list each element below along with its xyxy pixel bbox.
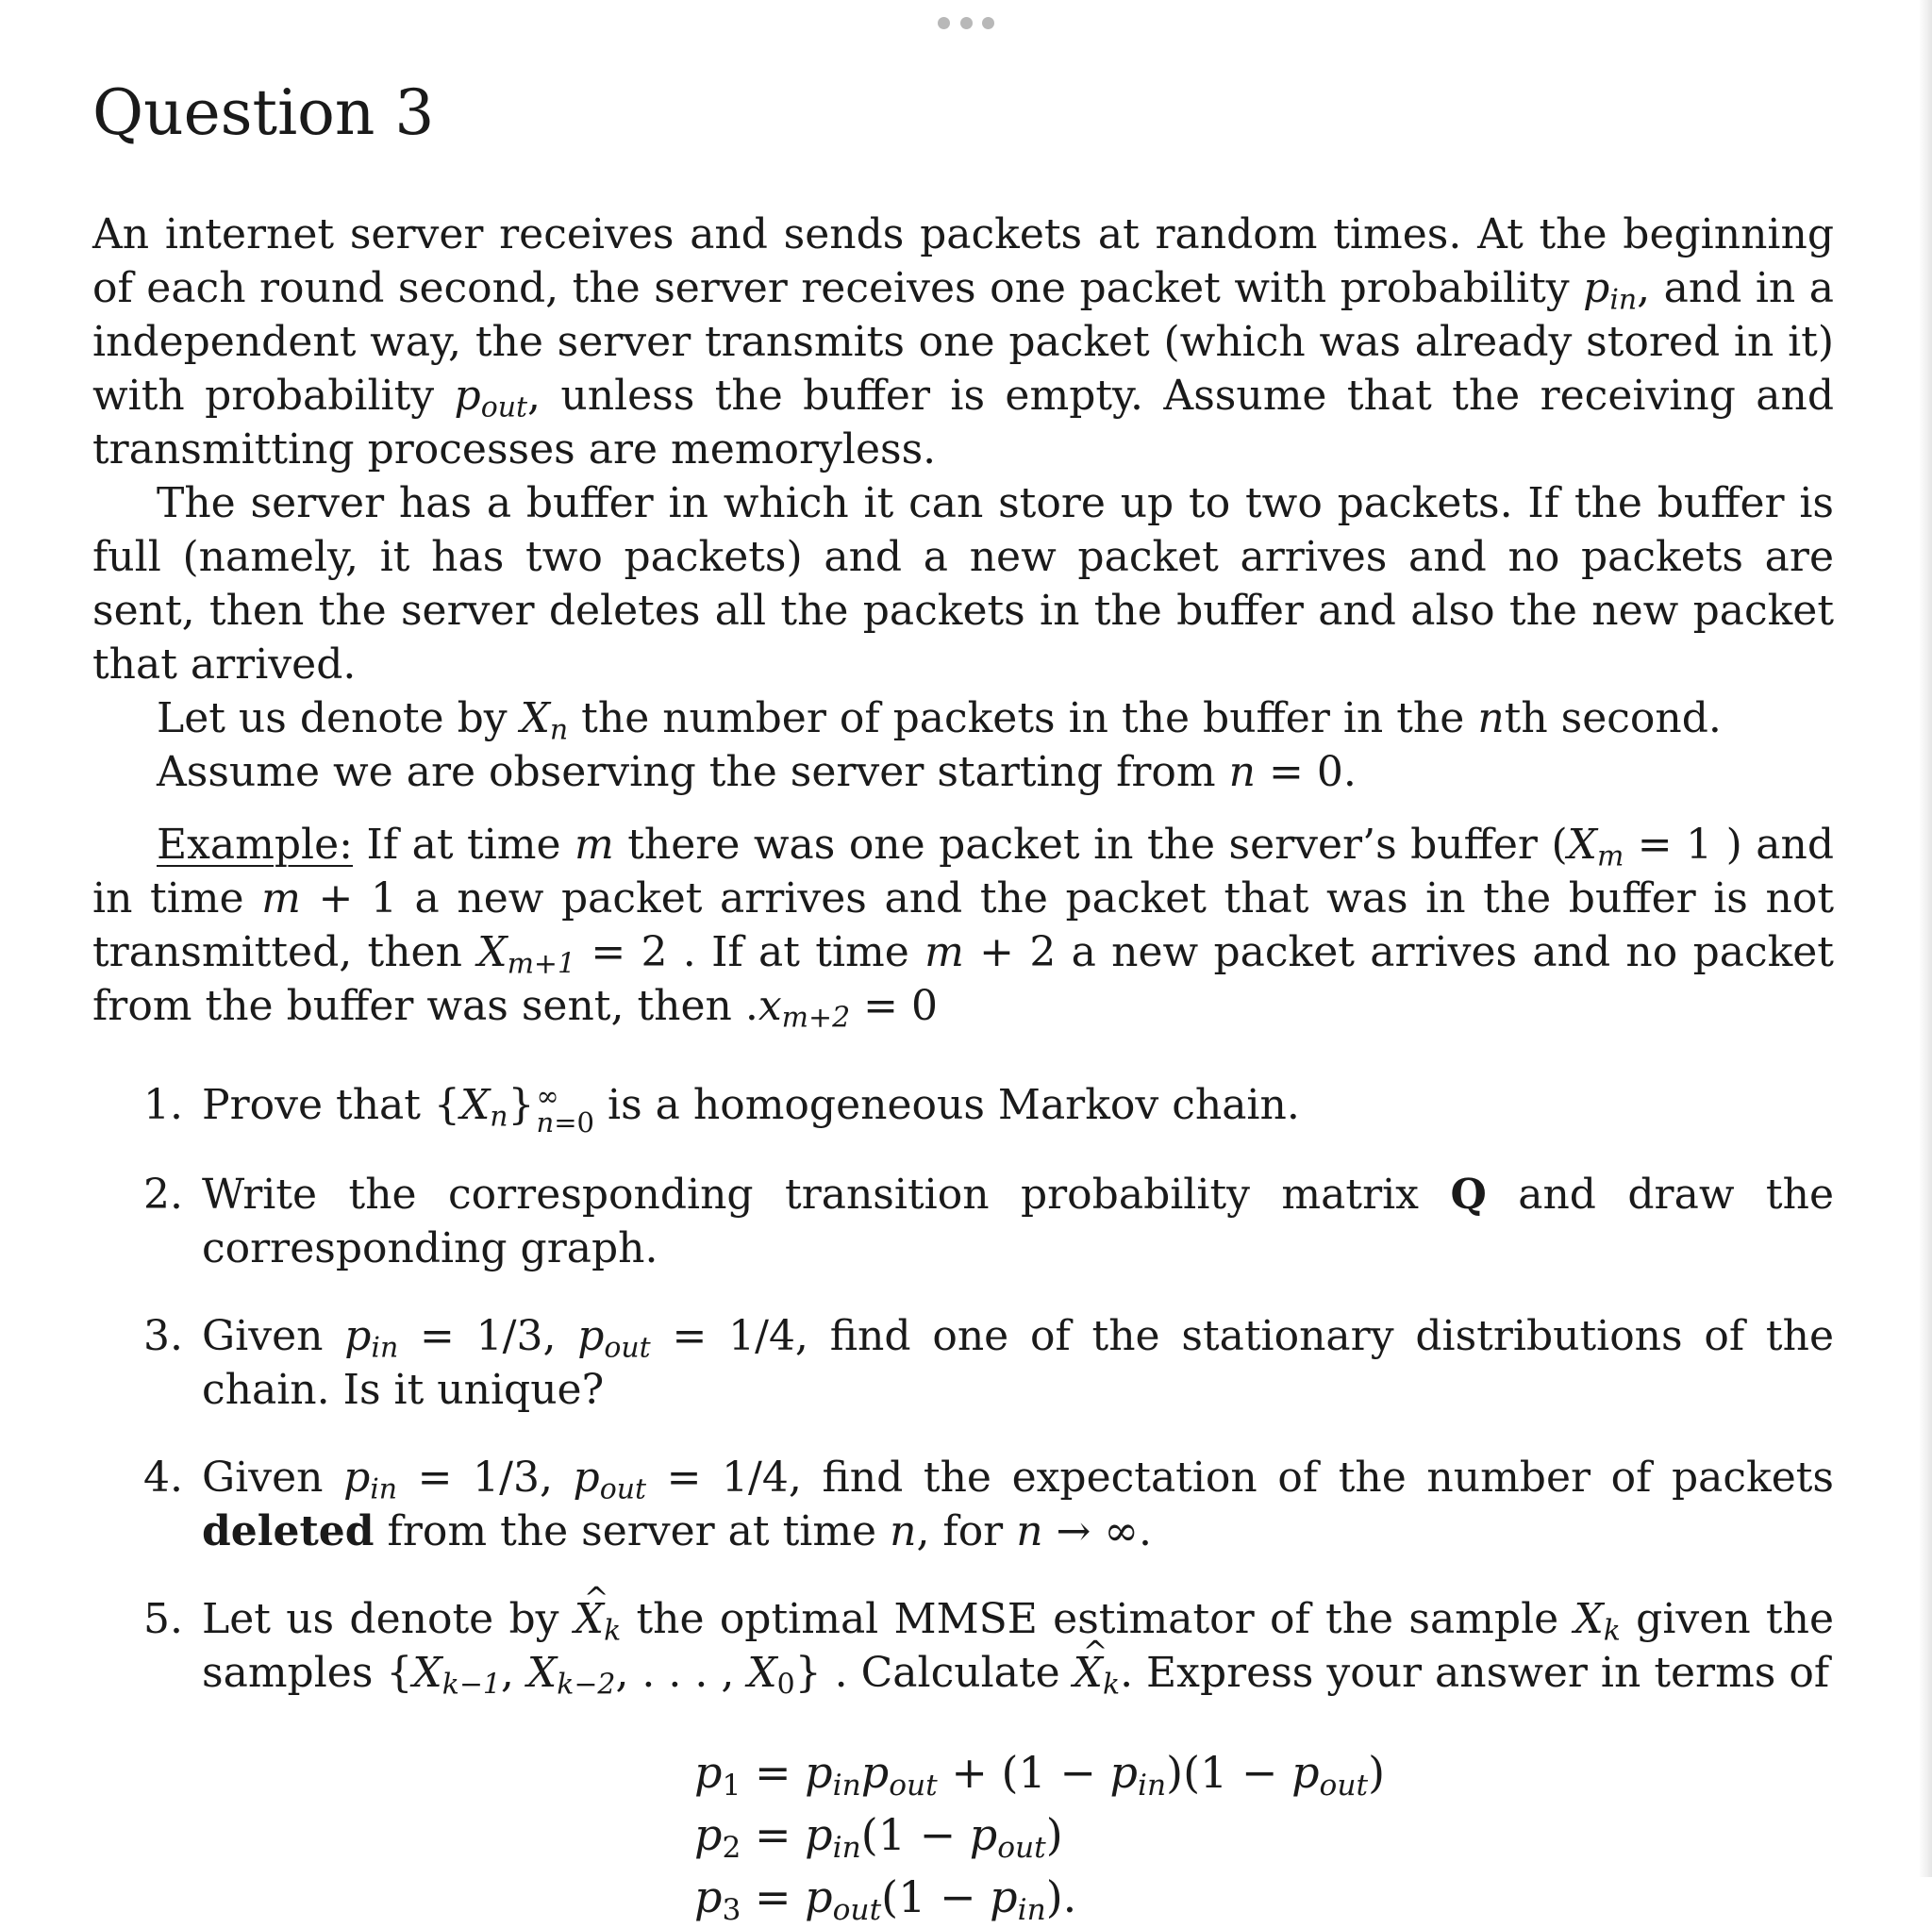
intro-paragraph: An internet server receives and sends packets at random times. At the beginning of each round second, the server receives one packet with probability $p_{in}$, and in a independent way, the server transmits one packet (which was already stored in it) with probability $p_{out}$, unless the buffer is empty. Assume that the receiving and transmitting processes are memoryless.: [92, 210, 1835, 474]
dot: [982, 17, 994, 29]
example-paragraph: Example: If at time m there was one packet in the server’s buffer ($X_m = 1$ ) and in time m + 1 a new packet arrives and the packet that was in the buffer is not transmitted, then $X_{m+1} = 2$ . If at time m + 2 a new packet arrives and no packet from the buffer was sent, then $.x_{m+2} = 0$: [92, 821, 1835, 1035]
item-number: 3.: [143, 1312, 183, 1361]
question-list: [92, 1078, 1834, 1700]
list-item: 5. Let us denote by ^ $X_k$ the optimal MMSE estimator of the sample $X_k$ given the samples {$X_{k-1}$, $X_{k-2}$, . . . , $X_0$} . Calculate ^ $X_k$. Express your answer in terms of: [92, 1592, 1834, 1700]
question-title: Question 3: [92, 76, 435, 149]
dot: [938, 17, 950, 29]
denote-paragraph: Let us denote by $X_n$ the number of packets in the buffer in the nth second.: [157, 694, 1722, 747]
item-number: 5.: [143, 1595, 183, 1644]
item-number: 4.: [143, 1454, 183, 1503]
item-number: 1.: [143, 1081, 183, 1129]
item-number: 2.: [143, 1171, 183, 1220]
equation-block: [694, 1741, 1834, 1928]
more-options-icon[interactable]: [938, 13, 994, 32]
example-label: Example:: [157, 821, 353, 869]
list-item: 4. Given $p_{in} = 1/3$, $p_{out} = 1/4$, find the expectation of the number of packets deleted from the server at time n, for n → ∞.: [92, 1451, 1834, 1558]
list-item: 1. Prove that $\{X_n\}$ ∞ n=0 is a homogeneous Markov chain.: [143, 1079, 1300, 1139]
list-item: 3. Given $p_{in} = 1/3$, $p_{out} = 1/4$, find one of the stationary distributions of the chain. Is it unique?: [92, 1309, 1834, 1417]
equation-p3: $p_3 = p_{out}(1 - p_{in})$.: [694, 1871, 1077, 1927]
equation-p2: $p_2 = p_{in}(1 - p_{out})$: [694, 1809, 1063, 1865]
document-page: [92, 66, 1834, 1928]
dot: [960, 17, 973, 29]
equation-p1: $p_1 = p_{in}p_{out} + (1 - p_{in})(1 - p_{out})$: [694, 1747, 1386, 1803]
observe-paragraph: Assume we are observing the server starting from n = 0.: [157, 748, 1357, 796]
buffer-paragraph: The server has a buffer in which it can store up to two packets. If the buffer is full (namely, it has two packets) and a new packet arrives and no packets are sent, then the server deletes all the packets in the buffer and also the new packet that arrived.: [92, 479, 1834, 689]
page-edge-shadow: [1919, 0, 1932, 1877]
list-item: 2. Write the corresponding transition probability matrix Q and draw the corresponding graph.: [92, 1168, 1834, 1275]
